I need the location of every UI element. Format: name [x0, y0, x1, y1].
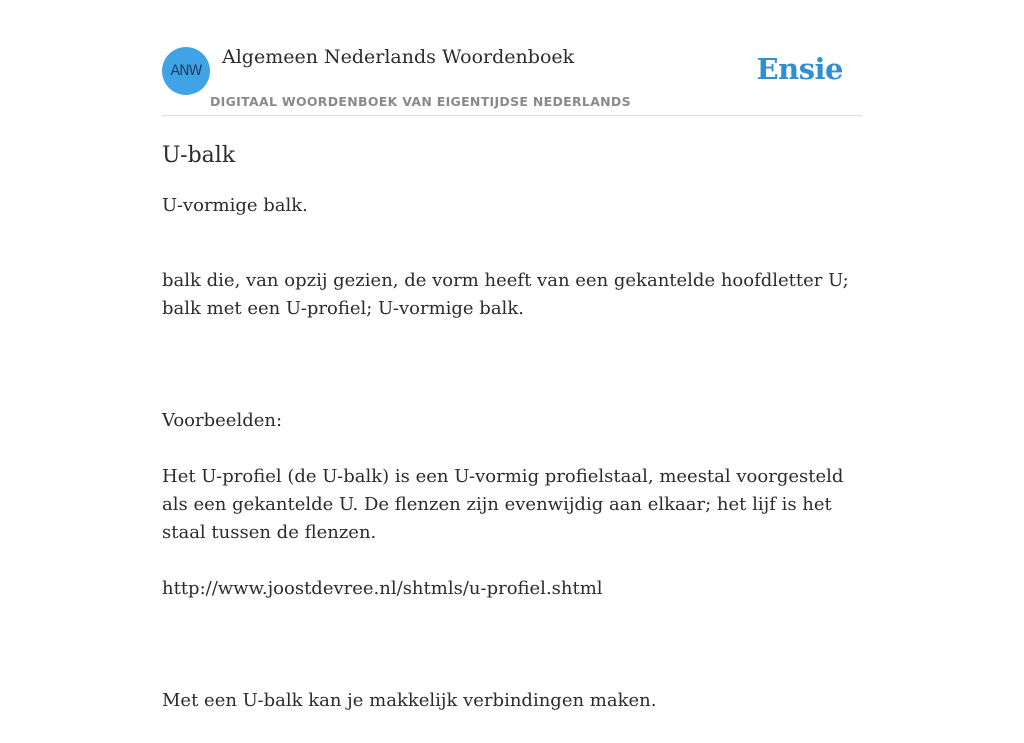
- spacer: [162, 351, 862, 379]
- site-title[interactable]: Algemeen Nederlands Woordenboek: [222, 46, 575, 68]
- examples-label: Voorbeelden:: [162, 410, 283, 431]
- page-title: U-balk: [162, 143, 236, 168]
- example-source-link[interactable]: http://www.joostdevree.nl/shtmls/u-profiel.shtml: [162, 578, 603, 599]
- spacer: [162, 631, 862, 659]
- definition-text: balk die, van opzij gezien, de vorm heeft van een gekantelde hoofdletter U; balk met een U-profiel; U-vormige balk.: [162, 270, 849, 319]
- entry-body: [162, 239, 862, 743]
- short-definition: U-vormige balk.: [162, 195, 308, 216]
- site-subtitle: DIGITAAL WOORDENBOEK VAN EIGENTIJDSE NEDERLANDS: [210, 94, 631, 109]
- page: [162, 0, 862, 743]
- example-text: Met een U-balk kan je makkelijk verbindingen maken.: [162, 690, 657, 711]
- example-text: Het U-profiel (de U-balk) is een U-vormig profielstaal, meestal voorgesteld als een gekantelde U. De flenzen zijn evenwijdig aan elkaar; het lijf is het staal tussen de flenzen.: [162, 466, 844, 543]
- anw-logo-icon[interactable]: ANW: [162, 47, 210, 95]
- site-header: [162, 0, 862, 116]
- ensie-brand-link[interactable]: Ensie: [756, 52, 843, 86]
